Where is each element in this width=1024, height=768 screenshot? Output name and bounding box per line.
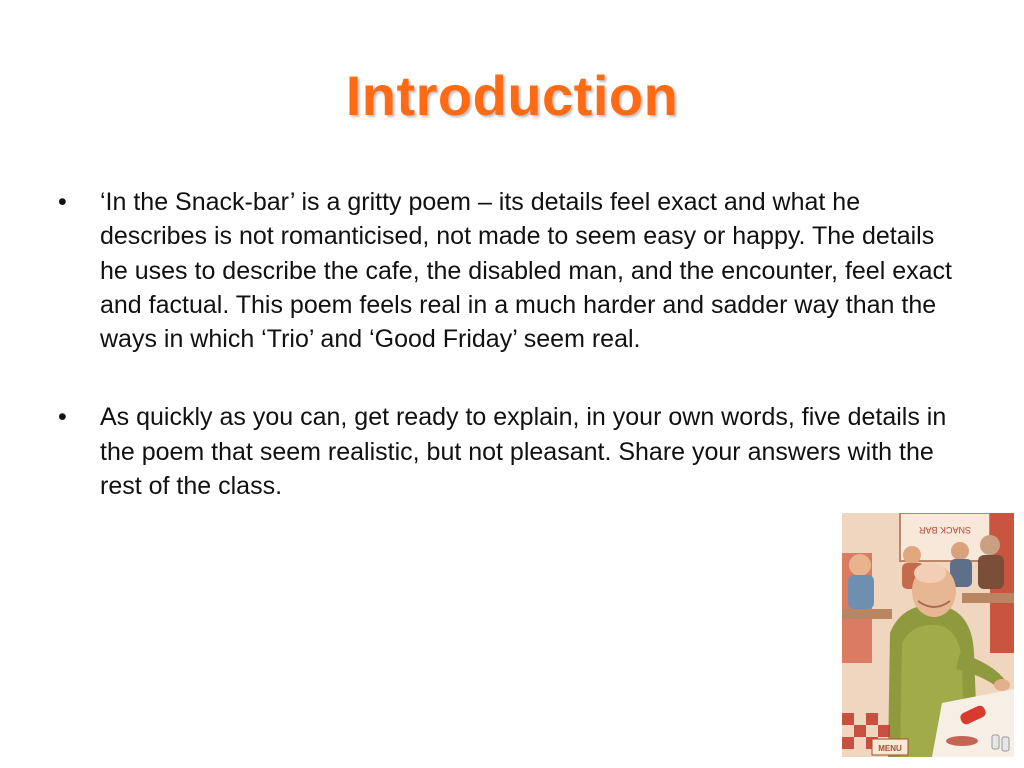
bullet-list bbox=[58, 185, 958, 547]
bullet-marker: • bbox=[58, 188, 67, 216]
snack-bar-scene-image bbox=[842, 513, 1014, 757]
sign-text: SNACK BAR bbox=[918, 525, 972, 535]
bullet-item bbox=[58, 400, 958, 503]
menu-text: MENU bbox=[878, 744, 902, 753]
bullet-marker: • bbox=[58, 403, 67, 432]
snack-bar-illustration bbox=[842, 513, 1014, 757]
slide-title: Introduction bbox=[345, 64, 679, 127]
bullet-text: As quickly as you can, get ready to explain, in your own words, five details in the poem that seem realistic, but not pleasant. Share your answers with the rest of the class. bbox=[100, 403, 947, 501]
bullet-item bbox=[58, 185, 958, 356]
bullet-text: ‘In the Snack-bar’ is a gritty poem – its details feel exact and what he describes is not romanticised, not made to seem easy or happy. The details he uses to describe the cafe, the disabled man, and the encounter, feel exact and factual. This poem feels real in a much harder and sadder way than the ways in which ‘Trio’ and ‘Good Friday’ seem real. bbox=[100, 188, 952, 354]
